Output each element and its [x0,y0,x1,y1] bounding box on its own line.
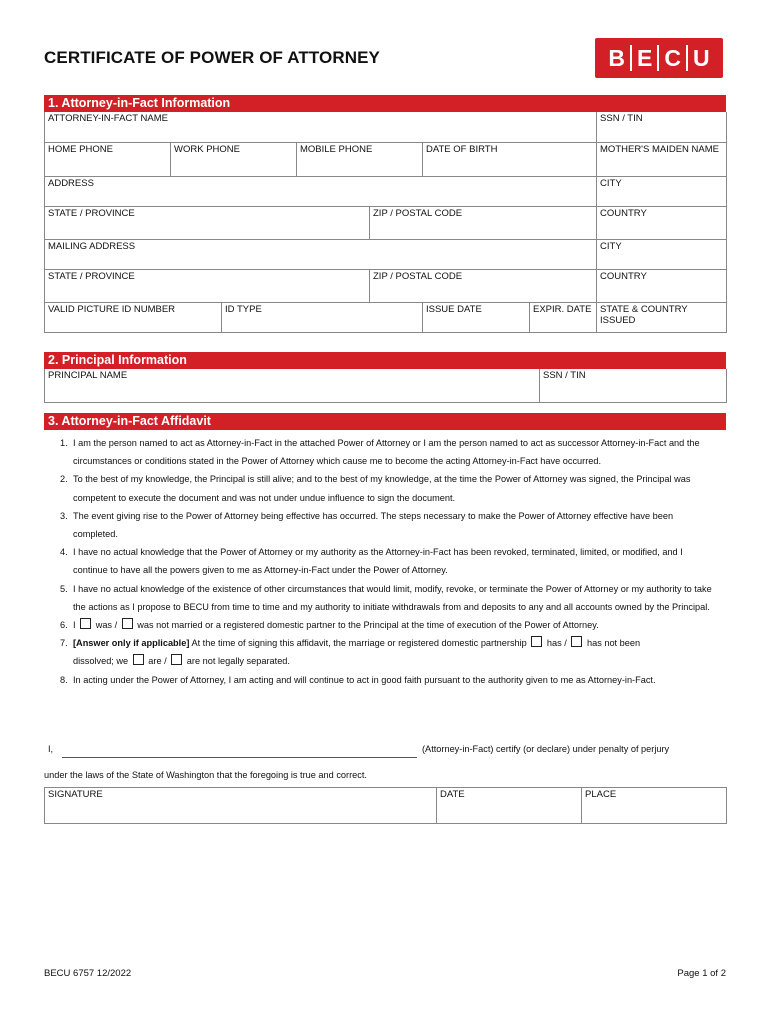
address-field[interactable]: ADDRESS [45,176,597,206]
affidavit-item-6: 6. I was / was not married or a registered domestic partner to the Principal at the time of execution of the Power of Attorney. [60,620,599,631]
principal-ssn-field[interactable]: SSN / TIN [540,369,727,402]
id-type-field[interactable]: ID TYPE [222,302,423,332]
signature-field[interactable]: SIGNATURE [45,788,437,824]
principal-name-field[interactable]: PRINCIPAL NAME [45,369,540,402]
work-phone-field[interactable]: WORK PHONE [171,142,297,176]
certify-statement-line2: under the laws of the State of Washington that the foregoing is true and correct. [44,770,367,780]
mailing-country-field[interactable]: COUNTRY [597,269,727,302]
was-not-checkbox[interactable] [122,618,133,629]
ssn-field[interactable]: SSN / TIN [597,112,727,142]
expiration-date-field[interactable]: EXPIR. DATE [530,302,597,332]
mailing-zip-field[interactable]: ZIP / POSTAL CODE [370,269,597,302]
section1-heading: 1. Attorney-in-Fact Information [44,95,726,112]
issue-date-field[interactable]: ISSUE DATE [423,302,530,332]
mailing-state-field[interactable]: STATE / PROVINCE [45,269,370,302]
certify-i: I, [48,744,54,754]
affidavit-item: 1. I am the person named to act as Attorney-in-Fact in the attached Power of Attorney or I am the person named to act as successor Attorney-in-Fact and the circumstances or conditions stated in the Power of Attorney which cause me to become the acting Attorney-in-Fact have occurred. [60,438,700,467]
state-field[interactable]: STATE / PROVINCE [45,206,370,239]
signature-table [44,787,727,824]
mobile-phone-field[interactable]: MOBILE PHONE [297,142,423,176]
affidavit-item: 2. To the best of my knowledge, the Principal is still alive; and to the best of my knowledge, at the time the Power of Attorney was signed, the Principal was competent to execute the document and was not under undue influence to sign the document. [60,474,691,503]
page-number: Page 1 of 2 [677,968,726,979]
affidavit-item: 3. The event giving rise to the Power of Attorney being effective has occurred. The steps necessary to make the Power of Attorney effective have been completed. [60,510,674,540]
principal-info-table [44,369,727,403]
was-checkbox[interactable] [80,618,91,629]
sign-place-field[interactable]: PLACE [582,788,727,824]
has-not-checkbox[interactable] [571,636,582,647]
state-country-issued-field[interactable]: STATE & COUNTRY ISSUED [597,302,727,332]
affidavit-item-8: 8. In acting under the Power of Attorney, I am acting and will continue to act in good faith pursuant to the authority given to me as Attorney-in-Fact. [60,674,656,685]
affidavit-item: 4. I have no actual knowledge that the Power of Attorney or my authority as the Attorney-in-Fact has been revoked, terminated, limited, or modified, and I continue to have all the powers given to me as Attorney-in-Fact under the Power of Attorney. [60,547,683,576]
mailing-address-field[interactable]: MAILING ADDRESS [45,239,597,269]
form-id: BECU 6757 12/2022 [44,968,132,979]
attorney-name-field[interactable]: ATTORNEY-IN-FACT NAME [45,112,597,142]
picture-id-field[interactable]: VALID PICTURE ID NUMBER [45,302,222,332]
affidavit-item-7: 7. [Answer only if applicable] At the time of signing this affidavit, the marriage or registered domestic partnership has / has not been dissolved; we are / are not legally separated. [60,638,641,667]
zip-field[interactable]: ZIP / POSTAL CODE [370,206,597,239]
affidavit-list [60,434,720,689]
home-phone-field[interactable]: HOME PHONE [45,142,171,176]
are-checkbox[interactable] [133,654,144,665]
section3-heading: 3. Attorney-in-Fact Affidavit [44,413,726,430]
mailing-city-field[interactable]: CITY [597,239,727,269]
are-not-checkbox[interactable] [171,654,182,665]
attorney-info-table [44,112,727,333]
sign-date-field[interactable]: DATE [437,788,582,824]
page-title: CERTIFICATE OF POWER OF ATTORNEY [44,48,380,67]
has-checkbox[interactable] [531,636,542,647]
becu-logo: B E C U [595,38,723,78]
attorney-name-line[interactable] [62,757,417,758]
affidavit-item: 5. I have no actual knowledge of the existence of other circumstances that would limit, modify, revoke, or terminate the Power of Attorney or my authority to take the actions as I propose to BECU from time to time and my authority to initiate withdrawals from and deposits to any and all accounts owned by the Principal. [60,583,712,612]
maiden-name-field[interactable]: MOTHER'S MAIDEN NAME [597,142,727,176]
certify-statement: (Attorney-in-Fact) certify (or declare) under penalty of perjury [422,744,670,754]
section2-heading: 2. Principal Information [44,352,726,369]
date-of-birth-field[interactable]: DATE OF BIRTH [423,142,597,176]
country-field[interactable]: COUNTRY [597,206,727,239]
city-field[interactable]: CITY [597,176,727,206]
